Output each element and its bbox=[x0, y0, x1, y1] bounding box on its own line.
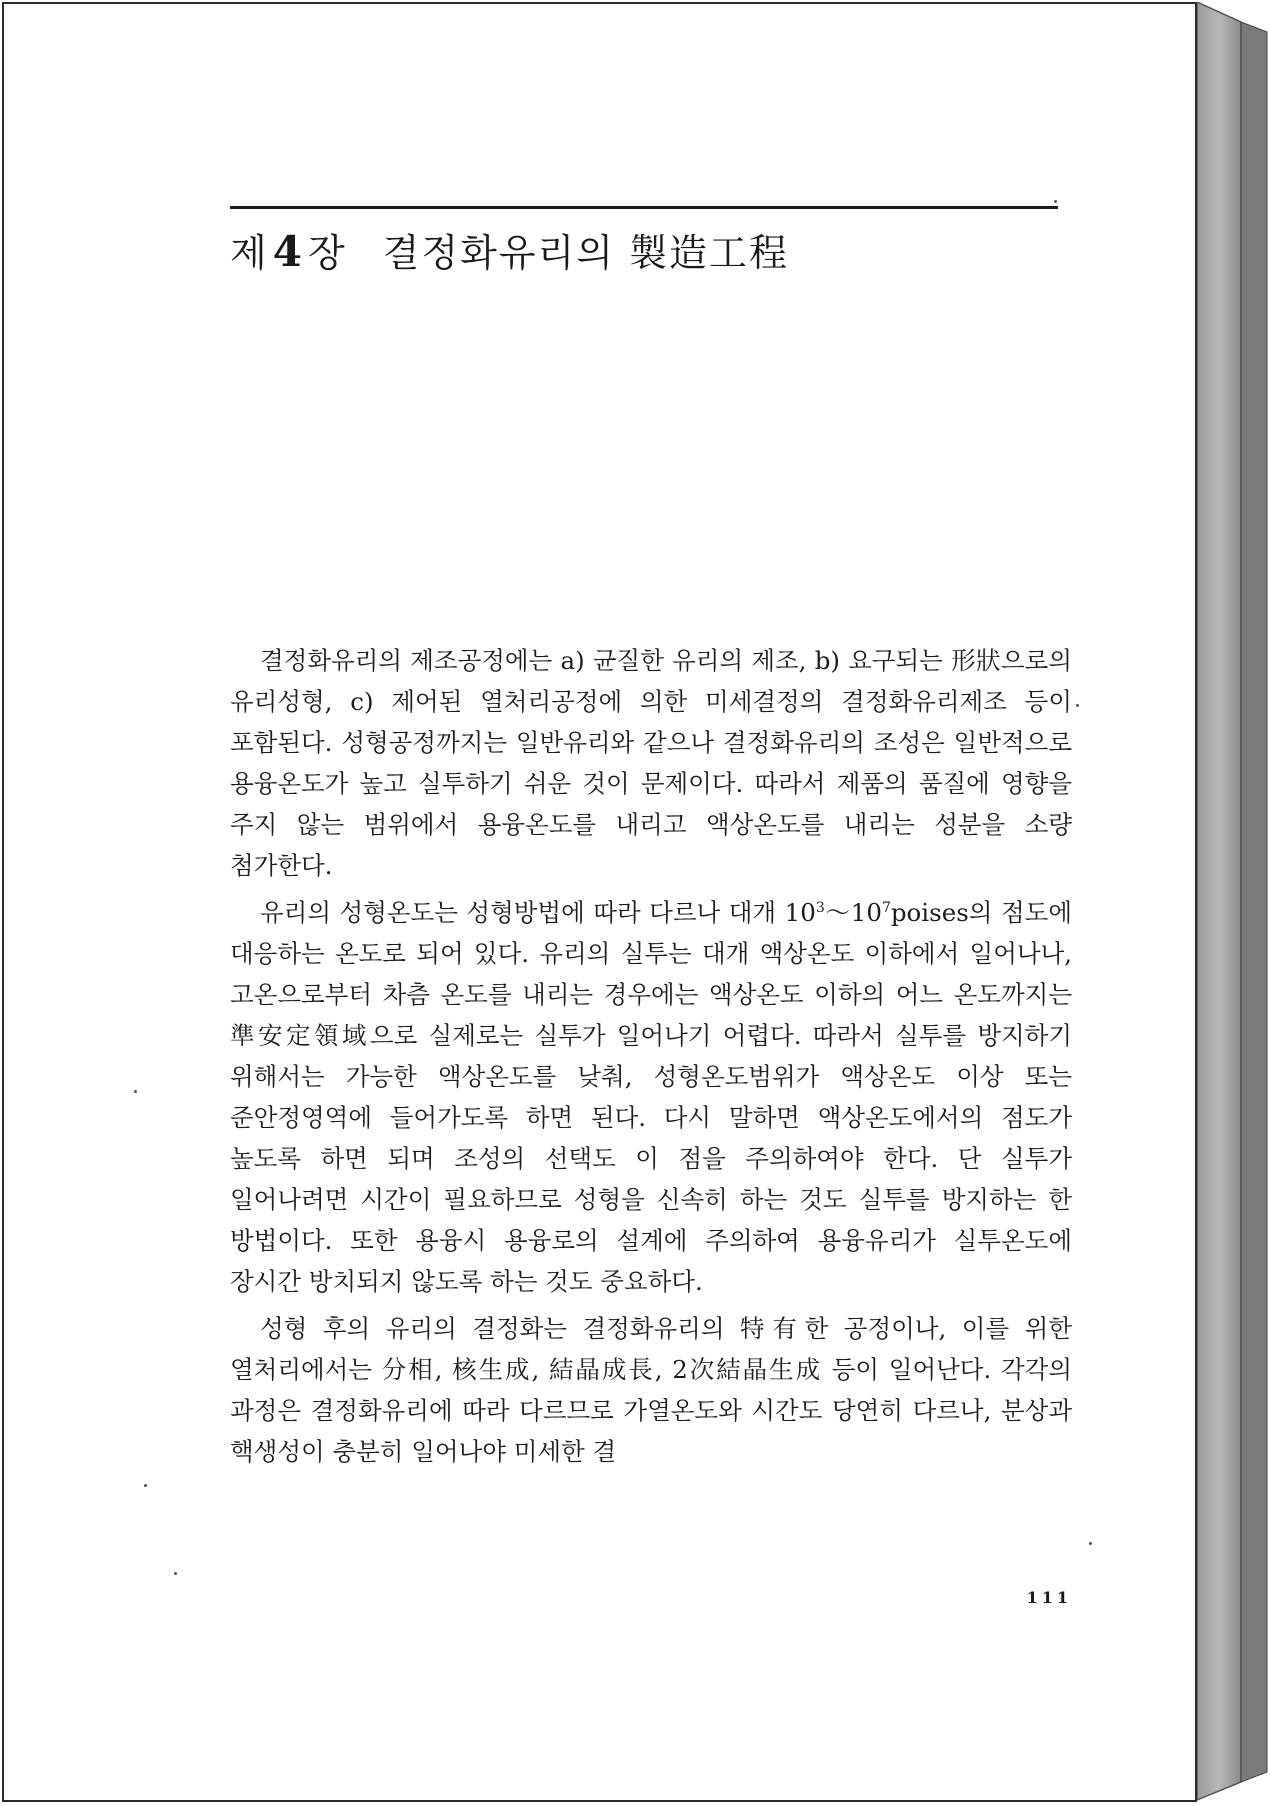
page-number: 111 bbox=[1026, 1588, 1072, 1607]
paragraph-text: 유리의 성형온도는 성형방법에 따라 다르나 대개 10 bbox=[260, 898, 816, 927]
superscript: 3 bbox=[815, 900, 825, 916]
paragraph: 결정화유리의 제조공정에는 a) 균질한 유리의 제조, b) 요구되는 形狀으로의 유리성형, c) 제어된 열처리공정에 의한 미세결정의 결정화유리제조 등이 포함된다. 성형공정까지는 일반유리와 같으나 결정화유리의 조성은 일반적으로 용융온도가 높고 실투하기 쉬운 것이 문제이다. 따라서 제품의 품질에 영향을 주지 않는 범위에서 용융온도를 내리고 액상온도를 내리는 성분을 소량 첨가한다. bbox=[230, 646, 1072, 880]
paragraph-text: poises의 점도에 대응하는 온도로 되어 있다. 유리의 실투는 대개 액상온도 이하에서 일어나나, 고온으로부터 차츰 온도를 내리는 경우에는 액상온도 이하의 어느 온도까지는 準安定領域으로 실제로는 실투가 일어나기 어렵다. 따라서 실투를 방지하기 위해서는 가능한 액상온도를 낮춰, 성형온도범위가 액상온도 이상 또는 준안정영역에 들어가도록 하면 된다. 다시 말하면 액상온도에서의 점도가 높도록 하면 되며 조성의 선택도 이 점을 주의하여야 한다. 단 실투가 일어나려면 시간이 필요하므로 성형을 신속히 하는 것도 실투를 방지하는 한 방법이다. 또한 용융시 용융로의 설계에 주의하여 용융유리가 실투온도에 장시간 방치되지 않도록 하는 것도 중요하다. bbox=[230, 898, 1072, 1296]
chapter-divider bbox=[230, 206, 1058, 209]
chapter-number: 4 bbox=[272, 227, 304, 276]
book-spine-shape bbox=[1197, 2, 1269, 1802]
paragraph: 성형 후의 유리의 결정화는 결정화유리의 特有한 공정이나, 이를 위한 열처리에서는 分相, 核生成, 結晶成長, 2次結晶生成 등이 일어난다. 각각의 과정은 결정화유리에 따라 다르므로 가열온도와 시간도 당연히 다르나, 분상과 핵생성이 충분히 일어나야 미세한 결 bbox=[230, 1314, 1072, 1466]
superscript: 7 bbox=[881, 900, 891, 916]
scan-speck bbox=[134, 1090, 137, 1093]
paragraph-text: ～10 bbox=[824, 898, 882, 927]
scan-speck bbox=[1054, 200, 1057, 203]
chapter-label-prefix: 제 bbox=[230, 231, 269, 275]
chapter-label-suffix: 장 bbox=[307, 231, 347, 275]
scan-speck bbox=[1076, 704, 1079, 707]
paragraph bbox=[230, 892, 1072, 1302]
scan-speck bbox=[174, 1572, 177, 1575]
scan-speck bbox=[1089, 1542, 1092, 1545]
body-text bbox=[230, 640, 1072, 1478]
chapter-heading bbox=[230, 226, 1070, 279]
scan-speck bbox=[144, 1484, 147, 1487]
chapter-title: 결정화유리의 製造工程 bbox=[382, 231, 789, 275]
